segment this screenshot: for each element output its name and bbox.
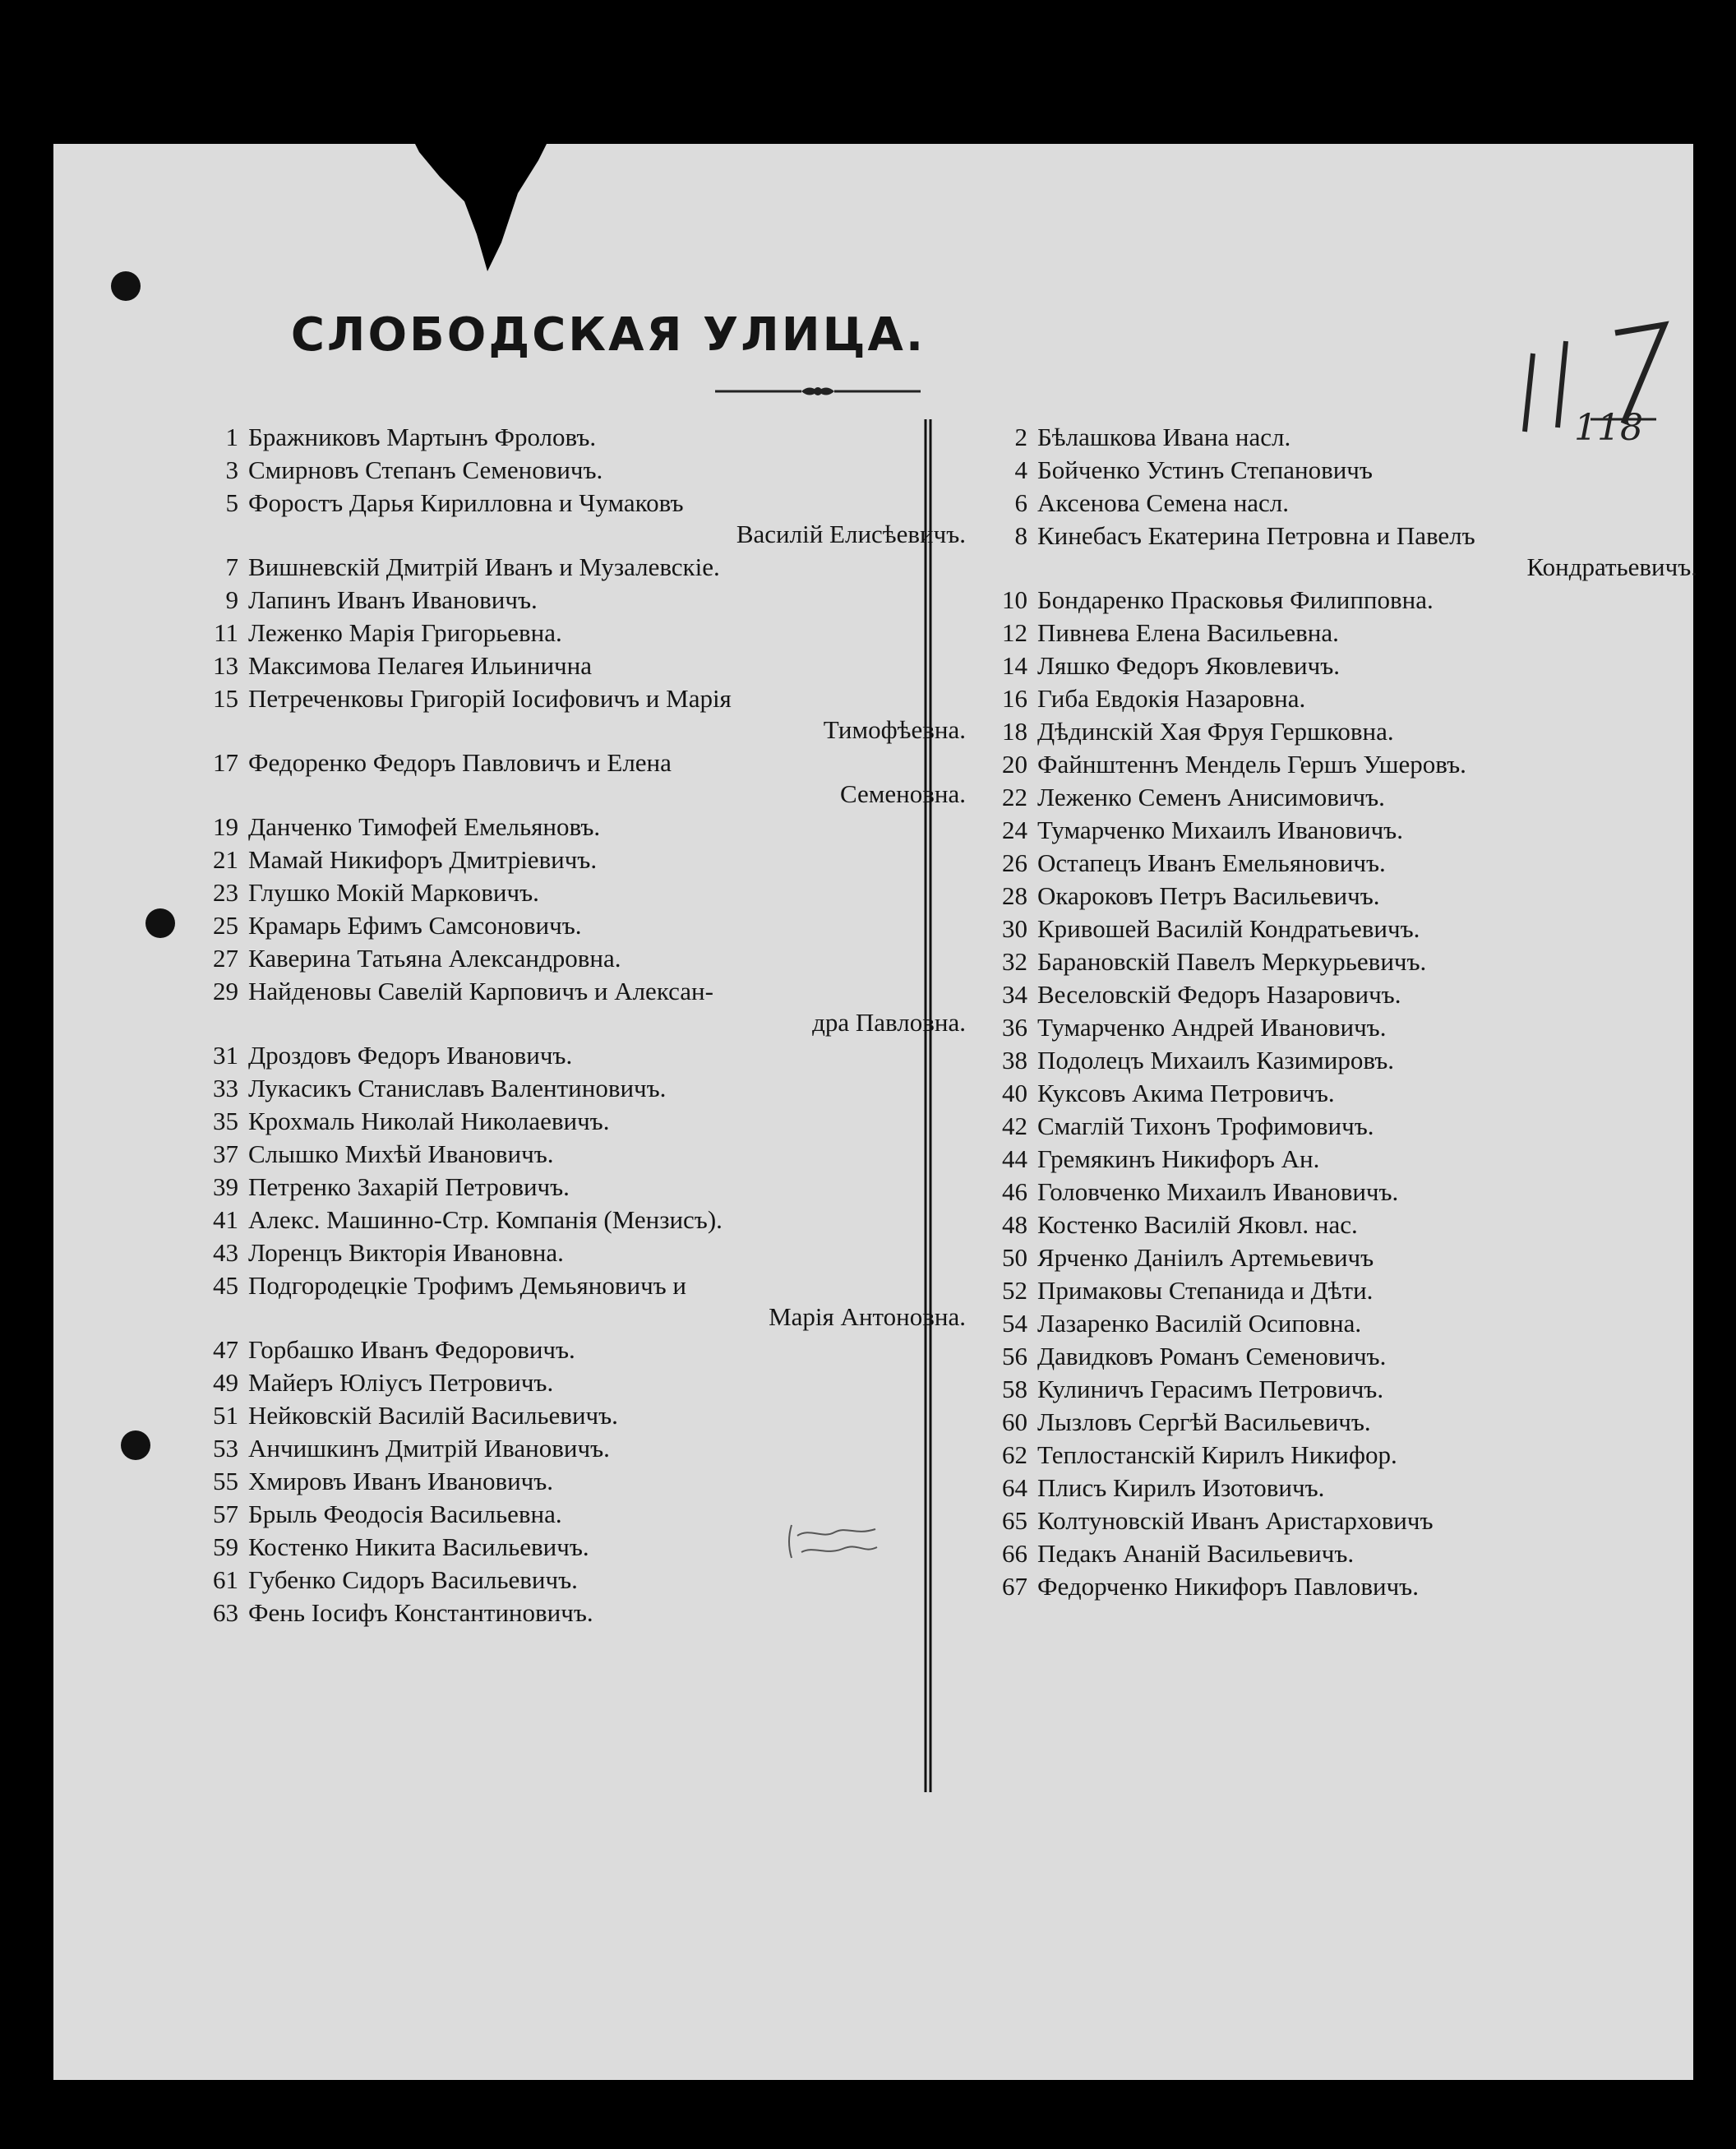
owner-name-line: Плисъ Кирилъ Изотовичъ. [1037, 1473, 1325, 1502]
house-number: 39 [213, 1172, 238, 1201]
owner-name-line: Кривошей Василій Кондратьевичъ. [1037, 914, 1420, 943]
address-entry [966, 782, 1706, 813]
title-ornament [715, 384, 921, 399]
house-number: 32 [1002, 947, 1027, 976]
address-entry [185, 1597, 974, 1629]
address-entry [185, 844, 974, 876]
address-entry [966, 455, 1706, 486]
owner-name [248, 617, 974, 649]
owner-name [248, 1073, 974, 1104]
owner-name-line: Слышко Михѣй Ивановичъ. [248, 1139, 554, 1168]
address-entry [966, 520, 1706, 583]
house-number: 29 [213, 977, 238, 1005]
owner-name [1037, 683, 1706, 714]
owner-name-line: Теплостанскій Кирилъ Никифор. [1037, 1440, 1397, 1469]
owner-name [248, 1040, 974, 1071]
house-number: 9 [225, 585, 238, 614]
house-number: 60 [1002, 1407, 1027, 1436]
owner-name [1037, 1275, 1706, 1306]
house-number: 43 [213, 1238, 238, 1267]
address-entry [185, 1172, 974, 1203]
owner-name [248, 877, 974, 908]
owner-name-line: Головченко Михаилъ Ивановичъ. [1037, 1177, 1399, 1206]
address-entry [966, 749, 1706, 780]
address-entry [185, 455, 974, 486]
owner-name-line: Дроздовъ Федоръ Ивановичъ. [248, 1041, 573, 1070]
house-number: 46 [1002, 1177, 1027, 1206]
owner-name [248, 976, 974, 1038]
address-entry [185, 1040, 974, 1071]
owner-name [248, 455, 974, 486]
house-number: 21 [213, 845, 238, 874]
owner-name-line: Колтуновскій Иванъ Аристарховичъ [1037, 1506, 1434, 1535]
address-entry [185, 1139, 974, 1170]
owner-name [248, 1204, 974, 1236]
address-entry [966, 1209, 1706, 1241]
owner-name [1037, 617, 1706, 649]
owner-name-line: Тумарченко Андрей Ивановичъ. [1037, 1013, 1387, 1042]
address-entry [966, 650, 1706, 682]
address-entry [185, 877, 974, 908]
owner-name-line: Лукасикъ Станиславъ Валентиновичъ. [248, 1074, 667, 1102]
owner-name [1037, 1078, 1706, 1109]
owner-name [248, 1139, 974, 1170]
owner-name-line: Смирновъ Степанъ Семеновичъ. [248, 455, 603, 484]
address-entry [966, 1374, 1706, 1405]
address-entry [966, 1111, 1706, 1142]
owner-name-line: Барановскій Павелъ Меркурьевичъ. [1037, 947, 1427, 976]
owner-name-line: Петреченковы Григорій Іосифовичъ и Марія [248, 684, 732, 713]
house-number: 44 [1002, 1144, 1027, 1173]
house-number: 36 [1002, 1013, 1027, 1042]
address-entry [966, 1012, 1706, 1043]
house-number: 35 [213, 1107, 238, 1135]
address-entry [966, 979, 1706, 1010]
owner-name [1037, 650, 1706, 682]
owner-name [248, 910, 974, 941]
owner-name-line: Алекс. Машинно-Стр. Компанія (Мензисъ). [248, 1205, 723, 1234]
owner-name-line: Подолецъ Михаилъ Казимировъ. [1037, 1046, 1395, 1074]
owner-name-line: Лазаренко Василій Осиповна. [1037, 1309, 1362, 1338]
owner-name-line: Крамарь Ефимъ Самсоновичъ. [248, 911, 582, 940]
address-entry [966, 1538, 1706, 1569]
torn-paper-edge [415, 144, 547, 275]
owner-name-line: Каверина Татьяна Александровна. [248, 944, 621, 973]
owner-name-line: Данченко Тимофей Емельяновъ. [248, 812, 601, 841]
address-entry [966, 585, 1706, 616]
house-number: 13 [213, 651, 238, 680]
binder-hole-bottom [121, 1430, 150, 1460]
owner-name-line: Кулиничъ Герасимъ Петровичъ. [1037, 1375, 1384, 1403]
house-number: 42 [1002, 1111, 1027, 1140]
house-number: 26 [1002, 848, 1027, 877]
owner-name [1037, 1209, 1706, 1241]
owner-name-line: Майеръ Юліусъ Петровичъ. [248, 1368, 554, 1397]
owner-name-line: Петренко Захарій Петровичъ. [248, 1172, 570, 1201]
house-number: 27 [213, 944, 238, 973]
owner-name [1037, 1111, 1706, 1142]
house-number: 18 [1002, 717, 1027, 746]
owner-name-line: Крохмаль Николай Николаевичъ. [248, 1107, 610, 1135]
address-entry [185, 910, 974, 941]
owner-name [1037, 1538, 1706, 1569]
house-number: 16 [1002, 684, 1027, 713]
owner-name [1037, 585, 1706, 616]
owner-name [1037, 946, 1706, 977]
house-number: 66 [1002, 1539, 1027, 1568]
owner-name-line: Хмировъ Иванъ Ивановичъ. [248, 1467, 554, 1495]
owner-name-line: Аксенова Семена насл. [1037, 488, 1290, 517]
house-number: 1 [225, 423, 238, 451]
address-entry [966, 1571, 1706, 1602]
owner-name [1037, 1144, 1706, 1175]
owner-name [248, 1466, 974, 1497]
owner-name-line: Смаглій Тихонъ Трофимовичъ. [1037, 1111, 1374, 1140]
address-entry [185, 1204, 974, 1236]
house-number: 63 [213, 1598, 238, 1627]
owner-name-line: Вишневскій Дмитрій Иванъ и Музалевскіе. [248, 552, 720, 581]
house-number: 65 [1002, 1506, 1027, 1535]
owner-name-line: Гиба Евдокія Назаровна. [1037, 684, 1306, 713]
address-entry [185, 1400, 974, 1431]
house-number: 8 [1014, 521, 1027, 550]
owner-name-line: Глушко Мокій Марковичъ. [248, 878, 539, 907]
owner-name [1037, 880, 1706, 912]
house-number: 50 [1002, 1243, 1027, 1272]
owner-name-line: Лызловъ Сергѣй Васильевичъ. [1037, 1407, 1371, 1436]
house-number: 12 [1002, 618, 1027, 647]
owner-name [248, 1334, 974, 1366]
owner-name [248, 650, 974, 682]
owner-name-line: Лоренцъ Викторія Ивановна. [248, 1238, 564, 1267]
address-entry [185, 747, 974, 810]
house-number: 25 [213, 911, 238, 940]
owner-name-line: Бражниковъ Мартынъ Фроловъ. [248, 423, 597, 451]
owner-name-line: Ляшко Федоръ Яковлевичъ. [1037, 651, 1341, 680]
house-number: 24 [1002, 816, 1027, 844]
owner-name-line: Найденовы Савелій Карповичъ и Алексан- [248, 977, 713, 1005]
house-number: 45 [213, 1271, 238, 1300]
address-entry [185, 1367, 974, 1398]
house-number: 47 [213, 1335, 238, 1364]
house-number: 48 [1002, 1210, 1027, 1239]
house-number: 19 [213, 812, 238, 841]
owner-name-line: Ярченко Даніилъ Артемьевичъ [1037, 1243, 1374, 1272]
house-number: 14 [1002, 651, 1027, 680]
owner-name [248, 1237, 974, 1269]
owner-name [1037, 1440, 1706, 1471]
owner-name-line: Дѣдинскій Хая Фруя Гершковна. [1037, 717, 1394, 746]
owner-name [1037, 1308, 1706, 1339]
owner-name-line: Бондаренко Прасковья Филипповна. [1037, 585, 1434, 614]
address-entry [185, 1106, 974, 1137]
owner-name [248, 1172, 974, 1203]
house-number: 34 [1002, 980, 1027, 1009]
house-number: 7 [225, 552, 238, 581]
binder-hole-top [111, 271, 141, 301]
house-number: 22 [1002, 783, 1027, 811]
owner-name [1037, 1472, 1706, 1504]
house-number: 64 [1002, 1473, 1027, 1502]
owner-name-continuation: Семеновна. [839, 779, 966, 808]
address-entry [966, 1341, 1706, 1372]
owner-name-line: Форостъ Дарья Кирилловна и Чумаковъ [248, 488, 684, 517]
house-number: 23 [213, 878, 238, 907]
house-number: 62 [1002, 1440, 1027, 1469]
house-number: 31 [213, 1041, 238, 1070]
house-number: 57 [213, 1500, 238, 1528]
owner-name-line: Федорченко Никифоръ Павловичъ. [1037, 1572, 1419, 1601]
address-entry [966, 488, 1706, 519]
house-number: 59 [213, 1532, 238, 1561]
house-number: 54 [1002, 1309, 1027, 1338]
house-number: 6 [1014, 488, 1027, 517]
address-entry [966, 1407, 1706, 1438]
owner-name-line: Бойченко Устинъ Степановичъ [1037, 455, 1373, 484]
owner-name-line: Анчишкинъ Дмитрій Ивановичъ. [248, 1434, 610, 1463]
house-number: 4 [1014, 455, 1027, 484]
owner-name [248, 552, 974, 583]
right-column [966, 422, 1706, 1604]
owner-name [1037, 1571, 1706, 1602]
owner-name-line: Брыль Феодосія Васильевна. [248, 1500, 562, 1528]
address-entry [966, 848, 1706, 879]
address-entry [966, 1440, 1706, 1471]
owner-name-continuation: Марія Антоновна. [769, 1302, 966, 1331]
house-number: 41 [213, 1205, 238, 1234]
owner-name [1037, 488, 1706, 519]
owner-name [248, 811, 974, 843]
owner-name [1037, 520, 1706, 583]
house-number: 56 [1002, 1342, 1027, 1370]
house-number: 2 [1014, 423, 1027, 451]
address-entry [185, 488, 974, 550]
owner-name-line: Фень Іосифъ Константиновичъ. [248, 1598, 593, 1627]
owner-name [248, 1400, 974, 1431]
address-entry [185, 585, 974, 616]
owner-name-line: Педакъ Ананій Васильевичъ. [1037, 1539, 1355, 1568]
owner-name [1037, 1407, 1706, 1438]
address-entry [185, 811, 974, 843]
owner-name-line: Лапинъ Иванъ Ивановичъ. [248, 585, 538, 614]
house-number: 51 [213, 1401, 238, 1430]
house-number: 55 [213, 1467, 238, 1495]
house-number: 20 [1002, 750, 1027, 779]
left-column [185, 422, 974, 1630]
address-entry [185, 617, 974, 649]
owner-name [1037, 1341, 1706, 1372]
owner-name [248, 747, 974, 810]
address-entry [966, 683, 1706, 714]
owner-name-line: Гремякинъ Никифоръ Ан. [1037, 1144, 1320, 1173]
house-number: 67 [1002, 1572, 1027, 1601]
owner-name [248, 422, 974, 453]
address-entry [966, 913, 1706, 945]
owner-name [248, 943, 974, 974]
owner-name [248, 1367, 974, 1398]
house-number: 49 [213, 1368, 238, 1397]
address-entry [185, 650, 974, 682]
owner-name-continuation: Василій Елисѣевичъ. [736, 520, 966, 548]
address-entry [185, 1433, 974, 1464]
folio-number: 118 [1574, 407, 1643, 444]
house-number: 53 [213, 1434, 238, 1463]
page-title: СЛОБОДСКАЯ УЛИЦА. [290, 308, 926, 362]
owner-name-line: Мамай Никифоръ Дмитріевичъ. [248, 845, 598, 874]
owner-name [1037, 1012, 1706, 1043]
address-entry [966, 1275, 1706, 1306]
address-entry [185, 683, 974, 746]
owner-name-continuation: Кондратьевичъ. [1526, 552, 1697, 581]
house-number: 58 [1002, 1375, 1027, 1403]
column-divider [923, 419, 933, 1792]
owner-name-line: Давидковъ Романъ Семеновичъ. [1037, 1342, 1387, 1370]
address-entry [185, 976, 974, 1038]
address-entry [966, 1045, 1706, 1076]
owner-name [1037, 782, 1706, 813]
address-entry [966, 716, 1706, 747]
owner-name-line: Бѣлашкова Ивана насл. [1037, 423, 1291, 451]
address-entry [185, 1073, 974, 1104]
house-number: 15 [213, 684, 238, 713]
owner-name-line: Костенко Василій Яковл. нас. [1037, 1210, 1358, 1239]
address-entry [185, 1334, 974, 1366]
owner-name [1037, 913, 1706, 945]
address-entry [185, 1237, 974, 1269]
owner-name-line: Пивнева Елена Васильевна. [1037, 618, 1339, 647]
owner-name [248, 1270, 974, 1333]
address-entry [966, 1176, 1706, 1208]
owner-name [248, 1106, 974, 1137]
house-number: 30 [1002, 914, 1027, 943]
owner-name [248, 1597, 974, 1629]
document-page [53, 144, 1697, 2080]
address-entry [966, 1472, 1706, 1504]
address-entry [966, 1078, 1706, 1109]
owner-name [248, 585, 974, 616]
owner-name-line: Окароковъ Петръ Васильевичъ. [1037, 881, 1380, 910]
owner-name [248, 683, 974, 746]
address-entry [185, 1466, 974, 1497]
owner-name [1037, 455, 1706, 486]
house-number: 3 [225, 455, 238, 484]
house-number: 11 [214, 618, 238, 647]
house-number: 10 [1002, 585, 1027, 614]
address-entry [966, 1505, 1706, 1537]
address-entry [966, 946, 1706, 977]
address-entry [966, 1308, 1706, 1339]
owner-name-line: Костенко Никита Васильевичъ. [248, 1532, 589, 1561]
owner-name [1037, 1045, 1706, 1076]
address-entry [185, 943, 974, 974]
owner-name [1037, 1242, 1706, 1273]
owner-name-line: Федоренко Федоръ Павловичъ и Елена [248, 748, 672, 777]
house-number: 38 [1002, 1046, 1027, 1074]
owner-name-line: Леженко Семенъ Анисимовичъ. [1037, 783, 1385, 811]
owner-name-line: Губенко Сидоръ Васильевичъ. [248, 1565, 578, 1594]
owner-name [248, 488, 974, 550]
owner-name [1037, 1176, 1706, 1208]
house-number: 40 [1002, 1079, 1027, 1107]
owner-name-continuation: Тимофѣевна. [823, 715, 966, 744]
handwritten-note [785, 1521, 884, 1562]
address-entry [966, 880, 1706, 912]
owner-name [1037, 979, 1706, 1010]
house-number: 28 [1002, 881, 1027, 910]
owner-name-line: Куксовъ Акима Петровичъ. [1037, 1079, 1335, 1107]
owner-name-line: Максимова Пелагея Ильинична [248, 651, 592, 680]
owner-name-line: Нейковскій Василій Васильевичъ. [248, 1401, 618, 1430]
address-entry [966, 815, 1706, 846]
owner-name-line: Остапецъ Иванъ Емельяновичъ. [1037, 848, 1386, 877]
owner-name [1037, 815, 1706, 846]
address-entry [185, 422, 974, 453]
owner-name-line: Горбашко Иванъ Федоровичъ. [248, 1335, 575, 1364]
owner-name [248, 1564, 974, 1596]
owner-name [1037, 749, 1706, 780]
owner-name [1037, 848, 1706, 879]
owner-name-line: Тумарченко Михаилъ Ивановичъ. [1037, 816, 1403, 844]
owner-name-line: Леженко Марія Григорьевна. [248, 618, 562, 647]
owner-name-line: Примаковы Степанида и Дѣти. [1037, 1276, 1374, 1305]
address-entry [185, 1270, 974, 1333]
address-entry [185, 1564, 974, 1596]
house-number: 5 [225, 488, 238, 517]
address-entry [185, 552, 974, 583]
owner-name-line: Файнштеннъ Мендель Гершъ Ушеровъ. [1037, 750, 1466, 779]
owner-name-line: Подгородецкіе Трофимъ Демьяновичъ и [248, 1271, 687, 1300]
binder-hole-middle [145, 908, 175, 938]
house-number: 17 [213, 748, 238, 777]
owner-name-line: Кинебасъ Екатерина Петровна и Павелъ [1037, 521, 1475, 550]
address-entry [966, 422, 1706, 453]
house-number: 33 [213, 1074, 238, 1102]
owner-name [248, 844, 974, 876]
owner-name [1037, 422, 1706, 453]
house-number: 61 [213, 1565, 238, 1594]
address-entry [966, 617, 1706, 649]
owner-name-continuation: дра Павловна. [812, 1008, 966, 1037]
owner-name [1037, 716, 1706, 747]
house-number: 37 [213, 1139, 238, 1168]
owner-name-line: Веселовскій Федоръ Назаровичъ. [1037, 980, 1401, 1009]
owner-name [1037, 1505, 1706, 1537]
owner-name [248, 1433, 974, 1464]
address-entry [966, 1144, 1706, 1175]
address-entry [966, 1242, 1706, 1273]
house-number: 52 [1002, 1276, 1027, 1305]
owner-name [1037, 1374, 1706, 1405]
